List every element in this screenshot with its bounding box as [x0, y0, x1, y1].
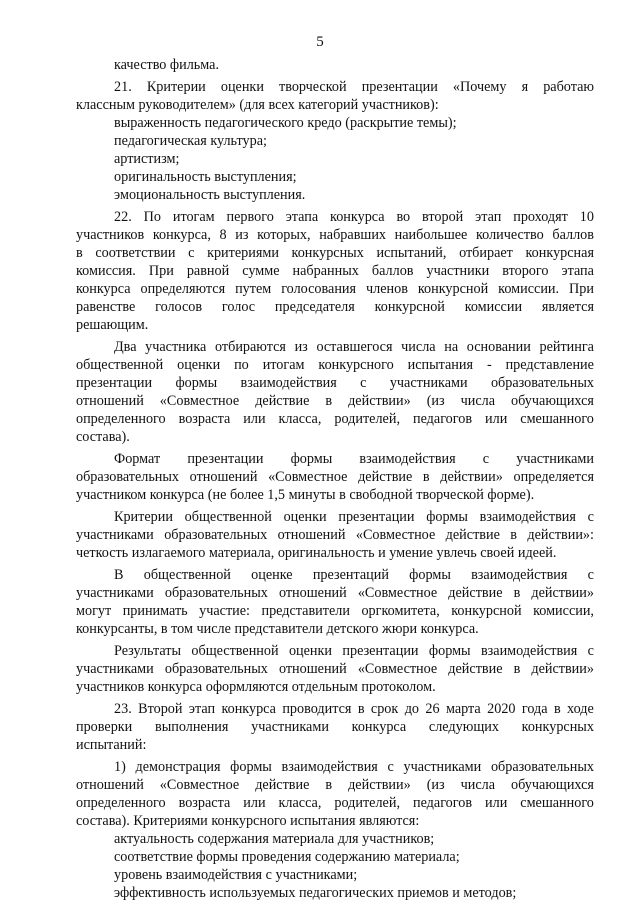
text-line: соответствие формы проведения содержанию материала;: [114, 849, 460, 865]
word: комиссии.: [498, 281, 560, 297]
text-line: уровень взаимодействия с участниками;: [114, 867, 358, 883]
word: презентации: [342, 643, 419, 659]
word: числа: [460, 777, 496, 793]
text-line: [76, 602, 594, 620]
word: до: [404, 701, 419, 717]
word: с: [360, 375, 367, 391]
word: отношений: [277, 527, 346, 543]
word: участника: [145, 339, 207, 355]
word: действие: [255, 777, 310, 793]
word: действие: [445, 527, 500, 543]
word: участниками: [76, 661, 154, 677]
word: оценки: [220, 79, 264, 95]
text-line: решающим.: [76, 317, 149, 333]
text-line: [76, 78, 594, 96]
word: действие: [448, 585, 503, 601]
text-line: [76, 392, 594, 410]
text-line: [76, 450, 594, 468]
word: набравших: [319, 227, 387, 243]
word: этапа: [285, 209, 319, 225]
word: в: [325, 777, 333, 793]
word: демонстрация: [135, 759, 221, 775]
word: Критерии: [114, 509, 173, 525]
word: представление: [505, 357, 594, 373]
text-line: [76, 660, 594, 678]
word: конкурсных: [291, 245, 364, 261]
text-line: педагогическая культура;: [114, 133, 267, 149]
word: -: [486, 357, 492, 373]
word: конкурсной: [451, 603, 522, 619]
word: взаимодействия: [480, 643, 578, 659]
text-line: выраженность педагогического кредо (раскрытие темы);: [114, 115, 457, 131]
word: действие: [255, 393, 310, 409]
word: взаимодействия: [479, 509, 576, 525]
word: формы: [230, 759, 272, 775]
word: общественной: [191, 643, 279, 659]
word: определенного: [76, 411, 166, 427]
word: родителей,: [334, 411, 400, 427]
word: или: [243, 795, 266, 811]
word: «Совместное: [357, 585, 438, 601]
word: действии»: [348, 393, 411, 409]
word: (из: [426, 393, 445, 409]
word: определяются: [140, 281, 226, 297]
word: «Совместное: [159, 777, 240, 793]
word: конкурсной: [417, 281, 489, 297]
text-line: [76, 356, 594, 374]
word: действии»:: [527, 527, 594, 543]
word: набранных: [292, 263, 359, 279]
word: этап: [188, 701, 216, 717]
word: образовательных: [490, 375, 594, 391]
word: 21.: [114, 79, 132, 95]
word: действии»: [531, 661, 594, 677]
word: в: [513, 661, 521, 677]
text-line: [76, 566, 594, 584]
text-line: участников конкурса оформляются отдельным протоколом.: [76, 679, 436, 695]
word: определенного: [76, 795, 166, 811]
word: оставшегося: [316, 339, 393, 355]
text-line: [76, 280, 594, 298]
word: действии»: [440, 469, 503, 485]
word: взаимодействия: [281, 759, 378, 775]
word: В: [114, 567, 124, 583]
text-line: [76, 374, 594, 392]
word: отбираются: [215, 339, 286, 355]
word: образовательных: [164, 585, 268, 601]
word: с: [587, 509, 594, 525]
text-line: [76, 298, 594, 316]
word: презентации: [76, 375, 153, 391]
word: комиссии,: [533, 603, 594, 619]
word: 10: [579, 209, 594, 225]
word: творческой: [279, 79, 347, 95]
word: сумме: [242, 263, 280, 279]
page-number: 5: [316, 34, 324, 50]
word: класса,: [278, 411, 322, 427]
word: «Совместное: [159, 393, 240, 409]
word: в: [325, 393, 333, 409]
text-line: [76, 208, 594, 226]
word: презентации: [187, 451, 264, 467]
word: класса,: [278, 795, 322, 811]
text-line: [76, 642, 594, 660]
word: участие:: [199, 603, 250, 619]
text-line: четкость излагаемого материала, оригинальность и умение увлечь своей идеей.: [76, 545, 557, 561]
word: Формат: [114, 451, 161, 467]
word: равенстве: [76, 299, 136, 315]
word: председателя: [274, 299, 355, 315]
word: проходят: [513, 209, 568, 225]
word: При: [148, 263, 174, 279]
word: испытаний,: [376, 245, 447, 261]
text-line: эмоциональность выступления.: [114, 187, 306, 203]
text-line: [76, 776, 594, 794]
word: голос: [221, 299, 256, 315]
word: При: [569, 281, 594, 297]
word: отношений: [76, 393, 144, 409]
text-line: [76, 758, 594, 776]
text-line: состава). Критериями конкурсного испытания являются:: [76, 813, 420, 829]
word: формы: [290, 451, 333, 467]
word: первого: [226, 209, 274, 225]
word: общественной: [184, 509, 272, 525]
word: количество: [475, 227, 544, 243]
text-line: артистизм;: [114, 151, 180, 167]
word: основании: [466, 339, 531, 355]
word: второго: [502, 263, 549, 279]
word: общественной: [76, 357, 164, 373]
word: По: [143, 209, 161, 225]
word: членов: [366, 281, 408, 297]
text-line: актуальность содержания материала для участников;: [114, 831, 435, 847]
text-line: [76, 700, 594, 718]
word: представители: [261, 603, 350, 619]
word: с: [188, 245, 195, 261]
word: является: [541, 299, 594, 315]
word: 8: [219, 227, 227, 243]
word: оценке: [251, 567, 293, 583]
word: баллов: [371, 263, 414, 279]
word: участниками: [389, 375, 468, 391]
text-line: участником конкурса (не более 1,5 минуты в свободной творческой форме).: [76, 487, 535, 503]
word: на: [444, 339, 459, 355]
word: работаю: [543, 79, 594, 95]
word: проверки: [76, 719, 133, 735]
word: презентации: [361, 79, 438, 95]
word: по: [234, 357, 249, 373]
word: числа: [401, 339, 436, 355]
word: могут: [76, 603, 112, 619]
word: марта: [445, 701, 481, 717]
text-line: [76, 338, 594, 356]
word: 23.: [114, 701, 132, 717]
word: формы: [426, 509, 468, 525]
word: или: [485, 795, 508, 811]
word: конкурса: [351, 719, 407, 735]
text-line: [76, 584, 594, 602]
word: срок: [370, 701, 399, 717]
word: ходе: [567, 701, 594, 717]
word: презентации: [338, 509, 415, 525]
word: отношений: [278, 661, 347, 677]
word: образовательных: [164, 527, 268, 543]
text-line: качество фильма.: [114, 57, 219, 73]
word: обучающихся: [511, 393, 594, 409]
word: конкурсной: [374, 299, 445, 315]
word: путем: [235, 281, 272, 297]
text-line: [76, 262, 594, 280]
word: возраста: [178, 411, 231, 427]
word: образовательных: [490, 759, 594, 775]
word: определяется: [513, 469, 594, 485]
word: в: [510, 527, 517, 543]
word: в: [513, 585, 521, 601]
word: участников: [76, 227, 145, 243]
word: смешанного: [520, 795, 594, 811]
text-line: [76, 410, 594, 428]
text-line: конкурсанты, в том числе представители детского жюри конкурса.: [76, 621, 479, 637]
word: наибольшее: [394, 227, 468, 243]
word: возраста: [178, 795, 231, 811]
word: числа: [460, 393, 496, 409]
word: педагогов: [412, 411, 473, 427]
word: конкурсного: [318, 357, 394, 373]
word: комиссия.: [76, 263, 136, 279]
text-line: оригинальность выступления;: [114, 169, 297, 185]
word: отношений: [189, 469, 258, 485]
word: конкурсных: [521, 719, 594, 735]
text-line: [76, 244, 594, 262]
word: участниками: [76, 527, 154, 543]
word: из: [294, 339, 308, 355]
word: рейтинга: [539, 339, 594, 355]
word: критериями: [207, 245, 279, 261]
word: в: [76, 245, 83, 261]
word: общественной: [143, 567, 231, 583]
word: равной: [186, 263, 230, 279]
word: «Совместное: [357, 661, 438, 677]
text-line: [76, 526, 594, 544]
word: в: [553, 701, 561, 717]
text-line: [76, 508, 594, 526]
word: отношений: [278, 585, 347, 601]
word: смешанного: [520, 411, 594, 427]
word: 22.: [114, 209, 132, 225]
word: итогам: [172, 209, 215, 225]
word: в: [357, 701, 365, 717]
word: с: [587, 567, 594, 583]
word: конкурсная: [525, 245, 594, 261]
word: отношений: [76, 777, 144, 793]
word: с: [387, 759, 394, 775]
word: Второй: [138, 701, 183, 717]
word: проводится: [282, 701, 352, 717]
word: оценки: [177, 357, 221, 373]
word: Критерии: [146, 79, 206, 95]
word: конкурса: [221, 701, 276, 717]
word: принимать: [122, 603, 188, 619]
word: испытания: [407, 357, 474, 373]
word: с: [482, 451, 490, 467]
word: презентаций: [312, 567, 389, 583]
word: формы: [409, 567, 451, 583]
word: года: [521, 701, 548, 717]
word: взаимодействия: [359, 451, 456, 467]
word: Два: [114, 339, 137, 355]
word: отбирает: [459, 245, 513, 261]
word: «Совместное: [268, 469, 348, 485]
word: участниками: [516, 451, 594, 467]
word: итогам: [262, 357, 305, 373]
word: второй: [422, 209, 464, 225]
word: я: [521, 79, 529, 95]
word: оценки: [283, 509, 327, 525]
word: обучающихся: [511, 777, 594, 793]
text-line: [76, 226, 594, 244]
word: участниками: [251, 719, 329, 735]
word: этап: [475, 209, 502, 225]
word: оценки: [288, 643, 333, 659]
text-line: [76, 718, 594, 736]
word: взаимодействия: [471, 567, 568, 583]
word: формы: [428, 643, 471, 659]
text-line: [76, 794, 594, 812]
word: участники: [426, 263, 490, 279]
word: комиссии: [464, 299, 523, 315]
word: родителей,: [334, 795, 400, 811]
word: участниками: [403, 759, 482, 775]
word: Результаты: [114, 643, 181, 659]
word: взаимодействия: [240, 375, 337, 391]
text-line: эффективность используемых педагогических приемов и методов;: [114, 885, 517, 901]
word: действие: [448, 661, 503, 677]
word: с: [587, 643, 594, 659]
word: этапа: [561, 263, 594, 279]
word: которых,: [257, 227, 311, 243]
document-body: [76, 56, 594, 902]
word: «Почему: [452, 79, 507, 95]
word: действии»: [531, 585, 594, 601]
word: 2020: [487, 701, 516, 717]
word: 1): [114, 759, 126, 775]
word: или: [485, 411, 508, 427]
word: конкурса: [76, 281, 131, 297]
word: соответствии: [95, 245, 176, 261]
word: из: [235, 227, 249, 243]
word: конкурса,: [152, 227, 211, 243]
word: формы: [175, 375, 218, 391]
text-line: испытаний:: [76, 737, 147, 753]
word: конкурса: [330, 209, 385, 225]
text-line: состава).: [76, 429, 130, 445]
word: голосования: [281, 281, 357, 297]
word: оргкомитета,: [361, 603, 440, 619]
text-line: [76, 468, 594, 486]
word: действии»: [348, 777, 411, 793]
word: «Совместное: [355, 527, 436, 543]
word: во: [396, 209, 411, 225]
word: или: [243, 411, 266, 427]
word: участниками: [76, 585, 154, 601]
word: образовательных: [76, 469, 180, 485]
text-line: классным руководителем» (для всех категорий участников):: [76, 97, 439, 113]
word: в: [422, 469, 430, 485]
word: баллов: [552, 227, 594, 243]
word: действие: [358, 469, 413, 485]
word: образовательных: [164, 661, 268, 677]
word: 26: [425, 701, 440, 717]
word: выполнения: [155, 719, 229, 735]
word: следующих: [428, 719, 499, 735]
word: педагогов: [412, 795, 473, 811]
word: (из: [426, 777, 445, 793]
word: голосов: [155, 299, 203, 315]
